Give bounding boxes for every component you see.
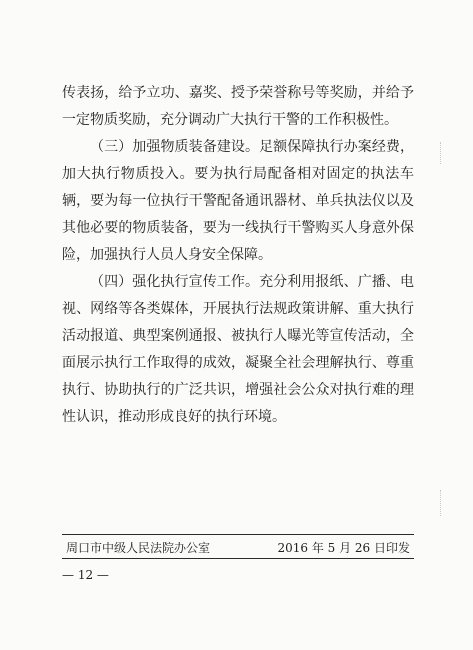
binding-margin-mark bbox=[440, 490, 447, 516]
binding-margin-mark bbox=[440, 142, 447, 164]
issue-date: 2016 年 5 月 26 日印发 bbox=[277, 541, 410, 555]
document-body bbox=[62, 80, 414, 431]
paragraph-publicity: （四）强化执行宣传工作。充分利用报纸、广播、电视、网络等各类媒体，开展执行法规政策讲解、重大执行活动报道、典型案例通报、被执行人曝光等宣传活动，全面展示执行工作取得的成效，凝聚全社会理解执行、尊重执行、协助执行的广泛共识，增强社会公众对执行难的理性认识，推动形成良好的执行环境。 bbox=[62, 274, 414, 425]
issuer-label: 周口市中级人民法院办公室 bbox=[66, 541, 211, 555]
paragraph-equipment: （三）加强物质装备建设。足额保障执行办案经费，加大执行物质投入。要为执行局配备相对固定的执法车辆，要为每一位执行干警配备通讯器材、单兵执法仪以及其他必要的物质装备，要为一线执行干警购买人身意外保险，加强执行人员人身安全保障。 bbox=[62, 139, 414, 263]
page-number: — 12 — bbox=[62, 568, 109, 582]
paragraph-reward-continuation: 传表扬，给予立功、嘉奖、授予荣誉称号等奖励，并给予一定物质奖励，充分调动广大执行干警的工作积极性。 bbox=[62, 85, 414, 128]
footer-top-rule bbox=[62, 534, 414, 535]
footer-bottom-rule bbox=[62, 558, 414, 559]
